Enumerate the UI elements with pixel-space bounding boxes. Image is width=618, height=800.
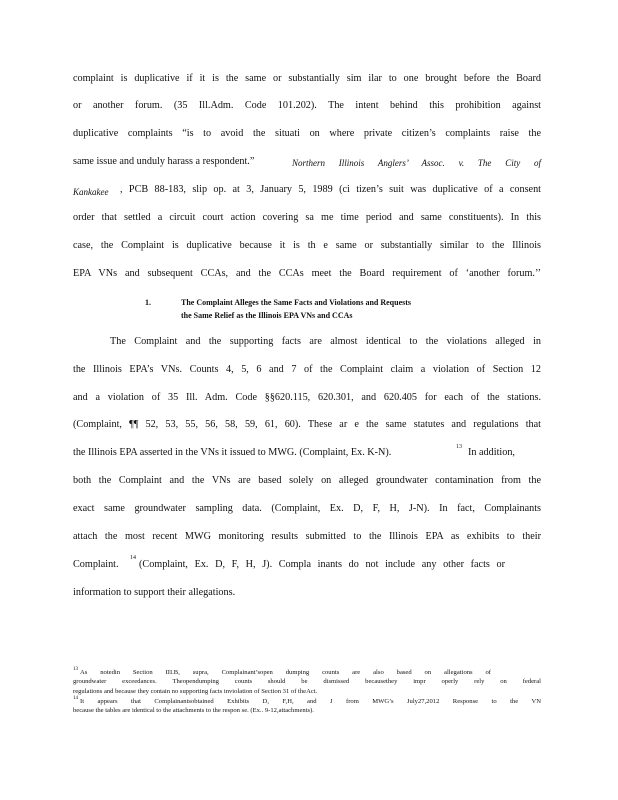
body-line: (Complaint, ¶¶ 52, 53, 55, 56, 58, 59, 61, 60). These ar e the same statutes and regulations that — [73, 419, 541, 430]
body-line: order that settled a circuit court action covering sa me time period and same constituents). In this — [73, 212, 541, 223]
footnote-ref-13: 13 — [456, 444, 462, 450]
footnote-line: It appears that Complainantsobtained Exhibits D, F,H, and J from MWG’s July27,2012 Response to the VN — [80, 698, 541, 705]
case-citation-city: Kankakee — [73, 187, 109, 197]
body-line: and a violation of 35 Ill. Adm. Code §§620.115, 620.301, and 620.405 for each of the stations. — [73, 392, 541, 403]
footnote-line: regulations and because they contain no supporting facts inviolation of Section 31 of theAct. — [73, 688, 318, 695]
body-line: The Complaint and the supporting facts are almost identical to the violations alleged in — [110, 336, 541, 347]
body-line: duplicative complaints “is to avoid the situati on where private citizen’s complaints raise the — [73, 128, 541, 139]
body-line-tail: In addition, — [468, 447, 515, 458]
section-number: 1. — [145, 298, 151, 307]
body-line: same issue and unduly harass a respondent.” — [73, 156, 255, 167]
body-line: the Illinois EPA’s VNs. Counts 4, 5, 6 and 7 of the Complaint claim a violation of Section 12 — [73, 364, 541, 375]
body-line: case, the Complaint is duplicative because it is th e same or substantially similar to the Illinois — [73, 240, 541, 251]
footnote-mark-13: 13 — [73, 667, 78, 672]
body-line-tail: (Complaint, Ex. D, F, H, J). Compla inants do not include any other facts or — [139, 559, 505, 570]
body-line: or another forum. (35 Ill.Adm. Code 101.202). The intent behind this prohibition against — [73, 100, 541, 111]
body-line: exact same groundwater sampling data. (Complaint, Ex. D, F, H, J-N). In fact, Complainants — [73, 503, 541, 514]
footnote-mark-14: 14 — [73, 696, 78, 701]
body-line: , PCB 88-183, slip op. at 3, January 5, 1989 (ci tizen’s suit was duplicative of a consent — [120, 184, 541, 195]
case-citation: Northern Illinois Anglers’ Assoc. v. The City of — [292, 158, 541, 168]
section-heading-line1: The Complaint Alleges the Same Facts and Violations and Requests — [181, 298, 412, 307]
footnote-ref-14: 14 — [130, 555, 136, 561]
body-line: Complaint. — [73, 559, 119, 570]
footnote-line: groundwater exceedances. Theopendumping counts should be dismissed becausethey impr operly rely on federal — [73, 678, 541, 685]
body-line: attach the most recent MWG monitoring results submitted to the Illinois EPA as exhibits to their — [73, 531, 541, 542]
body-line: information to support their allegations. — [73, 587, 236, 598]
body-line: EPA VNs and subsequent CCAs, and the CCAs meet the Board requirement of ‘another forum.’’ — [73, 268, 541, 279]
section-heading-line2: the Same Relief as the Illinois EPA VNs and CCAs — [181, 311, 353, 320]
body-line: both the Complaint and the VNs are based solely on alleged groundwater contamination from the — [73, 475, 541, 486]
footnote-line: As notedin Section III.B, supra, Complainant’sopen dumping counts are also based on allegations of — [80, 669, 491, 676]
footnote-line: because the tables are identical to the attachments to the respon se. (Ex.. 9-12,attachments). — [73, 707, 314, 714]
body-line: the Illinois EPA asserted in the VNs it issued to MWG. (Complaint, Ex. K-N). — [73, 447, 392, 458]
body-line: complaint is duplicative if it is the same or substantially sim ilar to one brought before the Board — [73, 73, 541, 84]
